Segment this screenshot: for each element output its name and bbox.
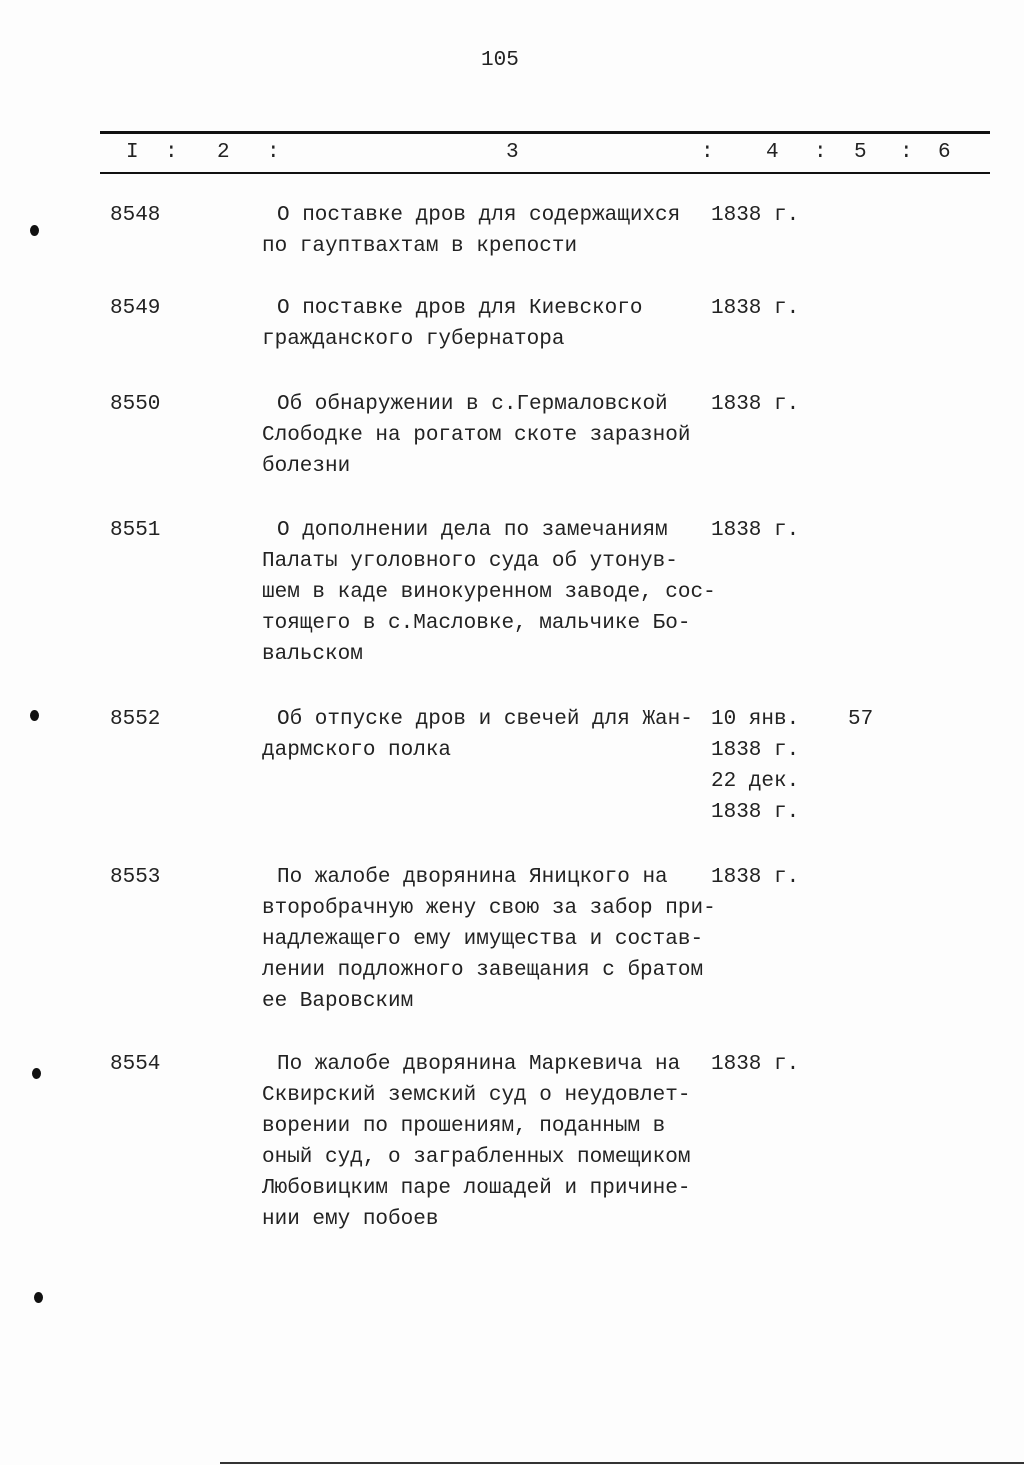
case-date [711, 862, 799, 893]
punch-hole-mark [30, 225, 39, 236]
bottom-edge-line [220, 1462, 1024, 1464]
date-line: 1838 г. [711, 739, 800, 762]
case-description [262, 293, 642, 355]
description-line: ее Варовским [262, 990, 414, 1013]
date-line: 1838 г. [711, 801, 800, 824]
header-col2: 2 [217, 141, 230, 164]
page-number: 105 [481, 49, 519, 72]
description-line: Сквирский земский суд о неудовлет- [262, 1084, 691, 1107]
header-sep: : [814, 141, 827, 164]
sheet-count: 57 [848, 708, 874, 731]
case-number: 8549 [110, 297, 161, 320]
date-line: 1838 г. [711, 204, 800, 227]
case-description [262, 200, 680, 262]
date-line: 1838 г. [711, 393, 800, 416]
header-bottom-rule [100, 172, 990, 174]
case-date [711, 1049, 799, 1080]
header-col5: 5 [854, 141, 867, 164]
date-line: 1838 г. [711, 297, 800, 320]
header-sep: : [267, 141, 280, 164]
description-line: надлежащего ему имущества и состав- [262, 928, 704, 951]
case-number: 8551 [110, 519, 161, 542]
punch-hole-mark [32, 1068, 41, 1079]
description-line: оный суд, о заграбленных помещиком [262, 1146, 691, 1169]
case-description [262, 515, 716, 670]
header-col3: 3 [506, 141, 519, 164]
description-line: Об обнаружении в с.Гермаловской [277, 393, 668, 416]
header-col4: 4 [766, 141, 779, 164]
header-col6: 6 [938, 141, 951, 164]
header-sep: : [165, 141, 178, 164]
date-line: 1838 г. [711, 519, 800, 542]
description-line: вальском [262, 643, 363, 666]
description-line: ворении по прошениям, поданным в [262, 1115, 666, 1138]
case-date [711, 293, 799, 324]
description-line: по гауптвахтам в крепости [262, 235, 578, 258]
description-line: По жалобе дворянина Яницкого на [277, 866, 668, 889]
case-description [262, 1049, 690, 1235]
description-line: Об отпуске дров и свечей для Жан- [277, 708, 693, 731]
description-line: второбрачную жену свою за забор при- [262, 897, 716, 920]
description-line: лении подложного завещания с братом [262, 959, 704, 982]
case-description [262, 704, 693, 766]
header-sep: : [900, 141, 913, 164]
case-description [262, 862, 716, 1017]
case-number: 8550 [110, 393, 161, 416]
case-description [262, 389, 690, 482]
date-line: 22 дек. [711, 770, 800, 793]
date-line: 1838 г. [711, 1053, 800, 1076]
description-line: гражданского губернатора [262, 328, 565, 351]
case-number: 8548 [110, 204, 161, 227]
description-line: Палаты уголовного суда об утонув- [262, 550, 678, 573]
punch-hole-mark [34, 1292, 43, 1303]
description-line: О дополнении дела по замечаниям [277, 519, 668, 542]
header-sep: : [701, 141, 714, 164]
date-line: 10 янв. [711, 708, 800, 731]
description-line: По жалобе дворянина Маркевича на [277, 1053, 681, 1076]
description-line: Слободке на рогатом скоте заразной [262, 424, 691, 447]
description-line: Любовицким паре лошадей и причине- [262, 1177, 691, 1200]
case-date [711, 515, 799, 546]
description-line: О поставке дров для Киевского [277, 297, 643, 320]
description-line: болезни [262, 455, 351, 478]
description-line: нии ему побоев [262, 1208, 439, 1231]
case-number: 8553 [110, 866, 161, 889]
description-line: дармского полка [262, 739, 452, 762]
description-line: О поставке дров для содержащихся [277, 204, 681, 227]
case-number: 8554 [110, 1053, 161, 1076]
punch-hole-mark [30, 710, 39, 721]
case-date [711, 704, 799, 828]
case-date [711, 200, 799, 231]
date-line: 1838 г. [711, 866, 800, 889]
case-date [711, 389, 799, 420]
header-col1: I [126, 141, 139, 164]
description-line: тоящего в с.Масловке, мальчике Бо- [262, 612, 691, 635]
description-line: шем в каде винокуренном заводе, сос- [262, 581, 716, 604]
header-top-rule [100, 131, 990, 134]
case-number: 8552 [110, 708, 161, 731]
